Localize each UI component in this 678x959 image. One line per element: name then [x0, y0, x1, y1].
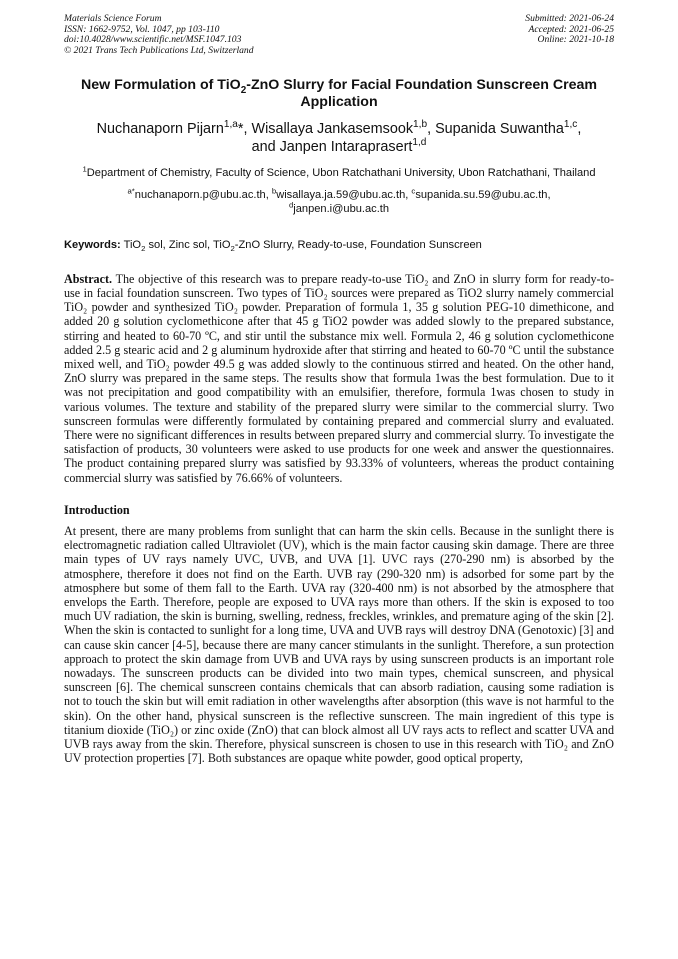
- author-name: Wisallaya Jankasemsook: [251, 121, 414, 138]
- affiliation-superscript: 1: [82, 163, 87, 173]
- journal-issn: ISSN: 1662-9752, Vol. 1047, pp 103-110: [64, 23, 220, 35]
- email-address: wisallaya.ja.59@ubu.ac.th,: [276, 188, 412, 201]
- date-accepted: Accepted: 2021-06-25: [528, 23, 614, 35]
- email-superscript: d: [288, 200, 294, 210]
- abstract: [64, 272, 614, 485]
- title-subscript: 2: [240, 85, 247, 97]
- introduction-text: At present, there are many problems from sunlight that can harm the skin cells. Because in the sunlight there is electromagnetic radiation called Ultraviolet (UV), which is the main factor causing skin damage. There are three main types of UV rays namely UVC, UVB, and UVA [1]. UVC rays (270-290 nm) is absorbed by the atmosphere, therefore it does not find on the Earth. UVB ray (290-320 nm) is adsorbed for some part by the atmosphere but some of them fall to the Earth. UVA ray (320-400 nm) is not absorbed by the atmosphere that envelops the Earth. Therefore, people are exposed to UVA rays more than others. If the skin is exposed to too much UV radiation, the skin is burning, swelling, redness, freckles, wrinkles, and premature aging of the skin [2]. When the skin is contacted to sunlight for a long time, UVA and UVB rays will destroy DNA (Genotoxic) [3] and can cause skin cancer [4-5], because there are many cancer stimulants in the sunlight. Therefore, a sun protection approach to protect the skin damage from UVB and UVA rays by using sunscreen products is an important role nowadays. The sunscreen products can be divided into two main types, chemical sunscreen, and physical sunscreen [6]. The chemical sunscreen contains chemicals that can absorb radiation, causing some radiation is not to touch the skin but will emit radiation in other wavelengths after absorption (this wave is not harmful to the skin). On the other hand, physical sunscreen is the reflective sunscreen. The main ingredient of this type is titanium dioxide (TiO₂) or zinc oxide (ZnO) that can block almost all UV rays acts to reflect and scatter UVA and UVB rays away from the skin. Therefore, physical sunscreen is chosen to use in this research with TiO₂ and ZnO UV protection properties [7]. Both substances are opaque white powder, good optical property,: [64, 524, 614, 766]
- author-superscript: 1,c: [563, 119, 578, 131]
- journal-info: [64, 14, 254, 56]
- email-superscript: c: [411, 186, 416, 196]
- email-superscript: b: [271, 186, 277, 196]
- author-separator: ,: [577, 121, 582, 138]
- keywords-text: -ZnO Slurry, Ready-to-use, Foundation Sunscreen: [234, 238, 482, 251]
- journal-name: Materials Science Forum: [64, 13, 162, 24]
- author-separator: *,: [237, 121, 252, 138]
- abstract-text: The objective of this research was to prepare ready-to-use TiO₂ and ZnO in slurry form for ready-to-use in facial foundation sunscreen. Two types of TiO₂ sources were prepared as TiO2 slurry namely commercial TiO₂ powder and synthesized TiO₂ powder. Preparation of formula 1, 35 g solution PEG-10 dimethicone, and added 20 g solution cyclomethicone after that 45 g TiO2 powder was added slowly to the prepared substance, stirring and heated to 60-70 ºC, and stir until the substance mix well. Formula 2, 46 g solution cyclomethicone added 2.5 g stearic acid and 2 g aluminum hydroxide after that stirring and heated to 60-70 ºC until the substance mixed well, and TiO₂ powder 49.5 g was added slowly to the continuous stirred and heated. On the other hand, ZnO slurry was prepared in the same steps. The results show that formula 1was the best formulation. Due to it was not precipitation and good compatibility with an emulsifier, therefore, formula 1was chosen to study in various volumes. The texture and stability of the prepared slurry were similar to the commercial slurry. Two sunscreen formulas were differently formulated by containing prepared and commercial slurry and evaluated. There were no significant differences in results between prepared slurry and commercial slurry. To investigate the satisfaction of products, 30 volunteers were asked to use products for one week and answer the questionnaires. The product containing prepared slurry was satisfied by 93.33% of volunteers, whereas the product containing commercial slurry was satisfied by 76.66% of volunteers.: [64, 271, 614, 485]
- author-superscript: 1,d: [412, 137, 427, 149]
- author-list: [64, 121, 614, 156]
- author-name: and Janpen Intaraprasert: [251, 138, 413, 155]
- abstract-label: Abstract.: [64, 271, 113, 286]
- keywords-text: TiO: [120, 238, 142, 251]
- keywords-subscript: 2: [141, 244, 146, 253]
- author-emails: [64, 188, 614, 217]
- author-superscript: 1,a: [223, 119, 238, 131]
- email-superscript: a*: [127, 186, 135, 196]
- keywords-subscript: 2: [230, 244, 235, 253]
- author-separator: ,: [427, 121, 436, 138]
- affiliation: [64, 163, 614, 180]
- keywords-text: sol, Zinc sol, TiO: [145, 238, 231, 251]
- keywords-label: Keywords:: [64, 238, 121, 251]
- submission-dates: [525, 14, 614, 56]
- title-part-2: -ZnO Slurry for Facial Foundation Sunscreen Cream Application: [246, 77, 598, 111]
- paper-title: [64, 77, 614, 111]
- date-online: Online: 2021-10-18: [537, 34, 614, 46]
- journal-doi: doi:10.4028/www.scientific.net/MSF.1047.103: [64, 34, 242, 46]
- author-name: Supanida Suwantha: [435, 121, 564, 138]
- keywords: [64, 238, 614, 252]
- author-name: Nuchanaporn Pijarn: [96, 121, 224, 138]
- author-superscript: 1,b: [413, 119, 428, 131]
- introduction-heading: Introduction: [64, 502, 130, 517]
- date-submitted: Submitted: 2021-06-24: [525, 13, 614, 24]
- email-address: janpen.i@ubu.ac.th: [293, 203, 390, 216]
- email-address: nuchanaporn.p@ubu.ac.th,: [134, 188, 272, 201]
- email-address: supanida.su.59@ubu.ac.th,: [415, 188, 551, 201]
- journal-copyright: © 2021 Trans Tech Publications Ltd, Switzerland: [64, 44, 254, 56]
- affiliation-text: Department of Chemistry, Faculty of Science, Ubon Ratchathani University, Ubon Ratchathani, Thailand: [86, 166, 596, 179]
- title-part-1: New Formulation of TiO: [80, 77, 241, 94]
- journal-header: [64, 14, 614, 56]
